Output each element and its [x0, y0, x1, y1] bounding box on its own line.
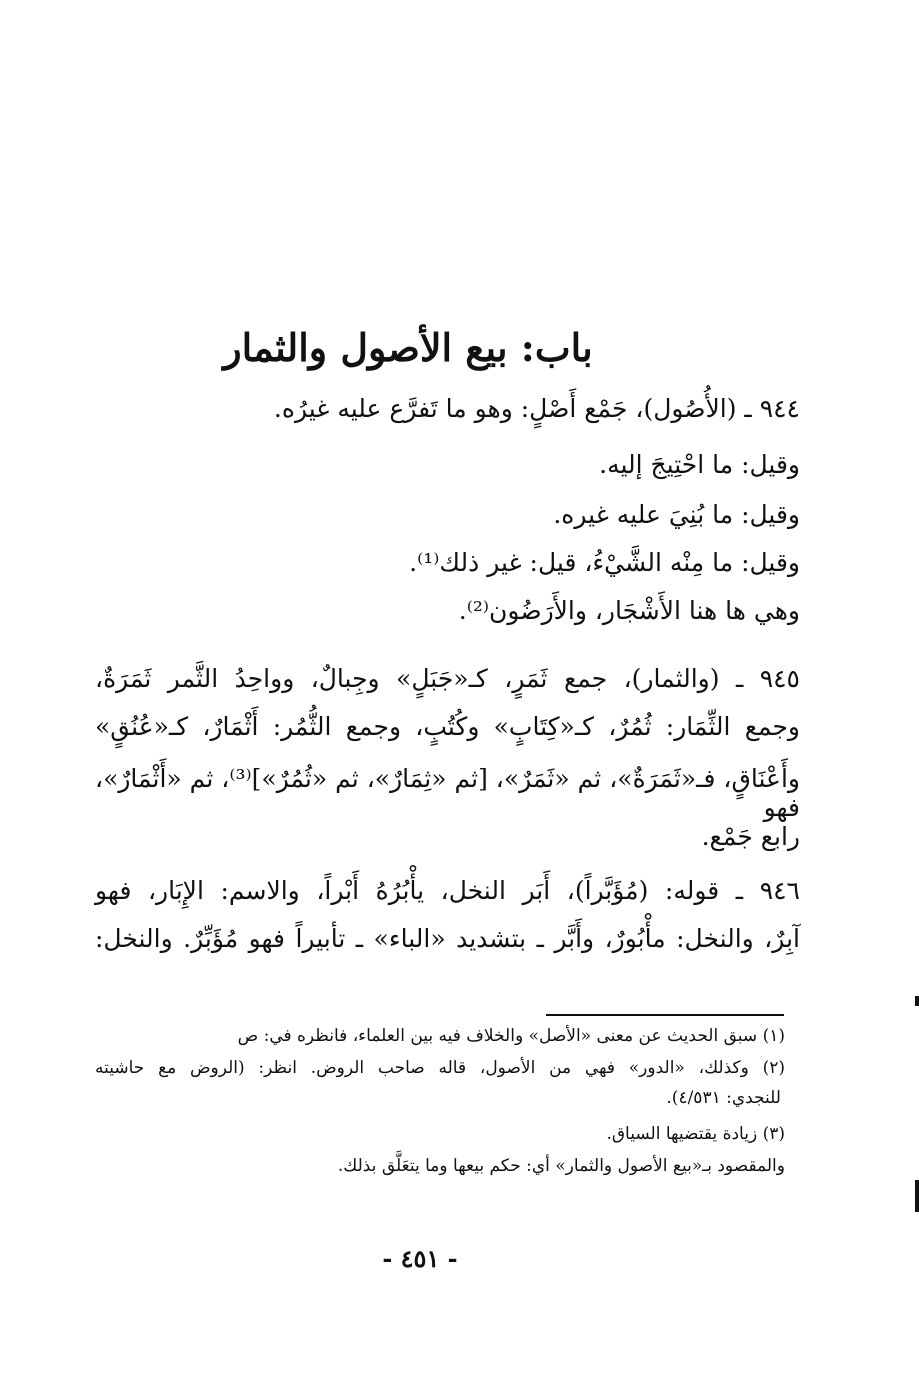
- footnote-2: (٢) وكذلك، «الدور» فهي من الأصول، قاله صاحب الروض. انظر: (الروض مع حاشيته: [95, 1058, 785, 1078]
- chapter-heading: باب: بيع الأصول والثمار: [223, 325, 593, 370]
- text-line-944: ٩٤٤ ـ (الأُصُول)، جَمْع أَصْلٍ: وهو ما تَفرَّع عليه غيرُه.: [273, 394, 800, 423]
- text-line-5: وهي ها هنا الأَشْجَار، والأَرَضُون⁽²⁾.: [458, 596, 800, 625]
- text-line-8: وأَعْنَاقٍ، فـ«ثَمَرَةٌ»، ثم «ثَمَرٌ»، [ثم «ثِمَارٌ»، ثم «ثُمُرٌ»]⁽³⁾، ثم «أَثْمَارٌ»، فهو: [95, 764, 800, 822]
- footnote-3: (٣) زيادة يقتضيها السياق.: [606, 1124, 785, 1144]
- text-line-946: ٩٤٦ ـ قوله: (مُؤَبَّراً)، أَبَر النخل، يأْبُرُهُ أَبْراً، والاسم: الإِبَار، فهو: [95, 876, 800, 905]
- footnote-3-continuation: والمقصود بـ«بيع الأصول والثمار» أي: حكم بيعها وما يتعَلَّق بذلك.: [337, 1156, 785, 1176]
- text-line-11: آبِرٌ، والنخل: مأْبُورٌ، وأَبَّر ـ بتشديد «الباء» ـ تأبيراً فهو مُؤَبِّرٌ. والنخل:: [95, 924, 800, 953]
- footnote-separator: [546, 1014, 784, 1016]
- text-line-9: رابع جَمْع.: [701, 822, 800, 851]
- footnote-2-continuation: للنجدي: ٤/٥٣١).: [666, 1088, 781, 1108]
- text-line-2: وقيل: ما احْتِيجَ إليه.: [599, 450, 800, 479]
- text-line-945: ٩٤٥ ـ (والثمار)، جمع ثَمَرٍ، كـ«جَبَلٍ» وجِبالٌ، وواحِدُ الثَّمر ثَمَرَةٌ،: [95, 664, 800, 693]
- page-number: - ٤٥١ -: [382, 1244, 458, 1273]
- text-line-4: وقيل: ما مِنْه الشَّيْءُ، قيل: غير ذلك⁽¹⁾.: [409, 548, 800, 577]
- footnote-1: (١) سبق الحديث عن معنى «الأصل» والخلاف فيه بين العلماء، فانظره في: ص: [237, 1026, 785, 1046]
- text-line-7: وجمع الثِّمَار: ثُمُرٌ، كـ«كِتَابٍ» وكُتُبٍ، وجمع الثُّمُر: أَثْمَارٌ، كـ«عُنُقٍ»: [95, 712, 800, 741]
- text-line-3: وقيل: ما بُنِيَ عليه غيره.: [553, 500, 800, 529]
- scan-edge-mark: [915, 1180, 919, 1212]
- scan-edge-mark: [915, 996, 919, 1006]
